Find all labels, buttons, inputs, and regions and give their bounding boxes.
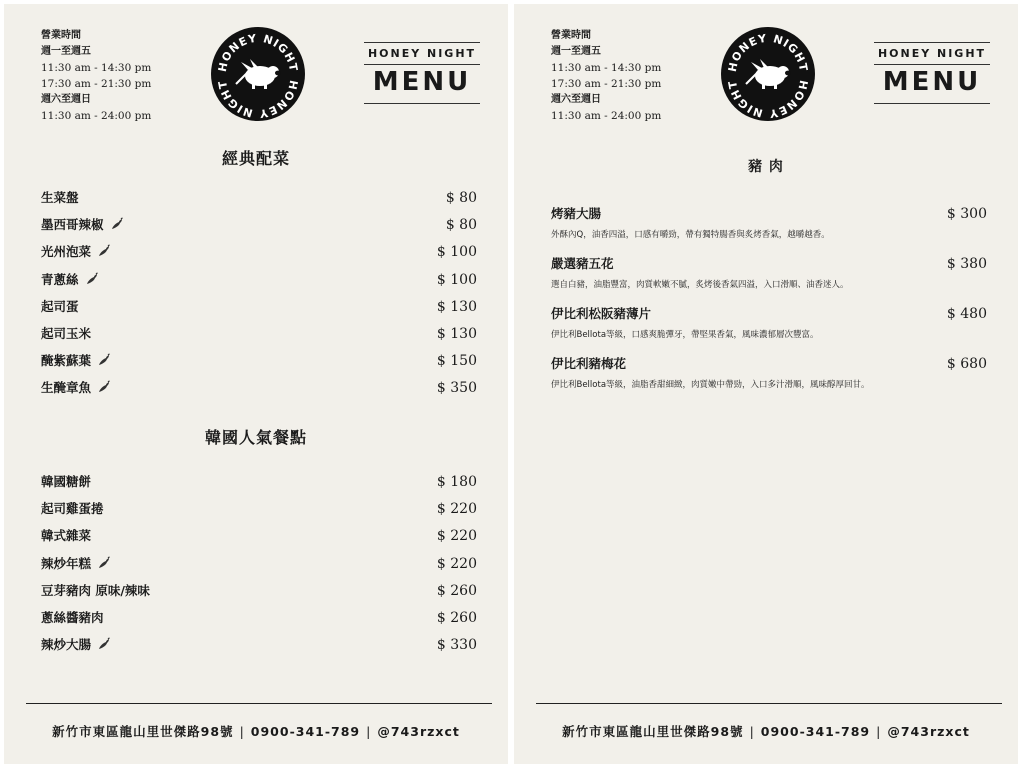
menu-item-price: $ 680 (946, 356, 987, 372)
footer-contact: 新竹市東區龍山里世傑路98號 | 0900-341-789 | @743rzxct (562, 724, 970, 739)
menu-item (41, 608, 477, 628)
chili-pepper-icon (97, 637, 111, 651)
menu-item (551, 354, 987, 390)
menu-item-price: $ 150 (436, 353, 477, 370)
svg-text:HONEY NIGHT: HONEY NIGHT (725, 31, 811, 73)
footer-social: @743rzxct (887, 724, 970, 739)
chili-pepper-icon (97, 556, 111, 570)
brand-name: HONEY NIGHT (877, 47, 987, 60)
business-hours (551, 28, 661, 124)
menu-item-name: 烤豬大腸 (551, 206, 602, 221)
section-title-pork: 豬 肉 (748, 159, 784, 175)
menu-item-price: $ 100 (436, 244, 477, 261)
menu-item-price: $ 80 (445, 217, 477, 234)
menu-item-price: $ 130 (436, 298, 477, 315)
menu-item-description: 伊比利Bellota等級，口感爽脆彈牙，帶堅果香氣，風味濃郁層次豐富。 (551, 330, 819, 340)
footer-phone: 0900-341-789 (760, 724, 871, 739)
hours-weekend-time: 11:30 am - 24:00 pm (551, 110, 662, 122)
menu-item (41, 499, 477, 519)
menu-item-price: $ 220 (436, 501, 477, 518)
footer-address: 新竹市東區龍山里世傑路98號 (52, 724, 234, 739)
menu-item-price: $ 260 (436, 582, 477, 599)
chili-pepper-icon (85, 272, 99, 286)
hours-title: 營業時間 (41, 30, 81, 41)
menu-item-name: 生醃章魚 (41, 378, 111, 398)
menu-item-price: $ 300 (946, 206, 987, 222)
svg-text:HONEY NIGHT: HONEY NIGHT (725, 79, 811, 121)
menu-item-name: 伊比利豬梅花 (551, 356, 627, 371)
hours-weekday-label: 週一至週五 (551, 46, 601, 57)
menu-item-name: 醃紫蘇葉 (41, 351, 111, 371)
menu-item-price: $ 80 (445, 190, 477, 206)
menu-item-name: 青蔥絲 (41, 270, 99, 290)
menu-item (41, 554, 477, 574)
menu-item-price: $ 330 (436, 637, 477, 654)
menu-item-name: 生菜盤 (41, 190, 79, 205)
menu-item (41, 297, 477, 317)
hours-weekend-label: 週六至週日 (551, 94, 601, 105)
section-title-side-dishes: 經典配菜 (221, 149, 290, 168)
brand-block (364, 42, 480, 104)
hours-weekday-lunch: 11:30 am - 14:30 pm (551, 62, 662, 74)
menu-item-name: 起司雞蛋捲 (41, 501, 104, 517)
chili-pepper-icon (97, 380, 111, 394)
menu-item-price: $ 350 (436, 380, 477, 397)
menu-item-description: 外酥內Q，油香四溢，口感有嚼勁，帶有獨特腸香與炙烤香氣，越嚼越香。 (551, 230, 830, 240)
menu-page-left (4, 4, 508, 764)
honey-night-logo (720, 26, 816, 122)
menu-item (41, 242, 477, 262)
hours-weekday-dinner: 17:30 am - 21:30 pm (551, 78, 662, 90)
brand-block (874, 42, 990, 104)
menu-item-name: 起司玉米 (41, 326, 92, 341)
menu-item (41, 351, 477, 371)
footer-contact: 新竹市東區龍山里世傑路98號 | 0900-341-789 | @743rzxct (52, 724, 460, 739)
footer-phone: 0900-341-789 (250, 724, 361, 739)
hours-weekday-label: 週一至週五 (41, 46, 91, 57)
hours-title: 營業時間 (551, 30, 591, 41)
menu-item-description: 選自白豬，油脂豐富，肉質軟嫩不膩，炙烤後香氣四溢，入口滑順、油香迷人。 (551, 280, 849, 290)
menu-title: MENU (882, 67, 982, 97)
hours-weekday-dinner: 17:30 am - 21:30 pm (41, 78, 152, 90)
menu-item-price: $ 180 (436, 474, 477, 490)
menu-item-name: 韓國糖餅 (41, 474, 92, 489)
footer-address: 新竹市東區龍山里世傑路98號 (562, 724, 744, 739)
menu-item (551, 304, 987, 340)
menu-item-price: $ 220 (436, 555, 477, 572)
menu-page-right (514, 4, 1018, 764)
menu-item-price: $ 480 (946, 306, 987, 322)
footer-divider (26, 703, 492, 704)
menu-item-price: $ 100 (436, 271, 477, 288)
section-title-korean-popular: 韓國人氣餐點 (204, 428, 307, 447)
chili-pepper-icon (97, 353, 111, 367)
menu-item-name: 辣炒大腸 (41, 635, 111, 655)
menu-item-name: 韓式雜菜 (41, 528, 92, 544)
menu-item-name: 辣炒年糕 (41, 554, 111, 574)
menu-item-name: 光州泡菜 (41, 242, 111, 262)
menu-item (41, 215, 477, 235)
menu-item-price: $ 380 (946, 256, 987, 272)
menu-item-name: 起司蛋 (41, 298, 79, 314)
chili-pepper-icon (97, 244, 111, 258)
menu-item (41, 526, 477, 546)
footer-divider (536, 703, 1002, 704)
menu-item-price: $ 130 (436, 326, 477, 342)
menu-item-price: $ 220 (436, 528, 477, 545)
menu-item-price: $ 260 (436, 610, 477, 626)
footer-social: @743rzxct (377, 724, 460, 739)
menu-item (41, 324, 477, 344)
hours-weekday-lunch: 11:30 am - 14:30 pm (41, 62, 152, 74)
brand-name: HONEY NIGHT (367, 47, 477, 60)
menu-item (41, 472, 477, 492)
menu-item-name: 豆芽豬肉 原味/辣味 (41, 582, 150, 598)
business-hours (41, 28, 151, 124)
svg-text:HONEY NIGHT: HONEY NIGHT (215, 79, 301, 121)
menu-item (41, 635, 477, 655)
menu-item (41, 270, 477, 290)
menu-item (551, 254, 987, 290)
hours-weekend-label: 週六至週日 (41, 94, 91, 105)
menu-item (41, 378, 477, 398)
svg-text:HONEY NIGHT: HONEY NIGHT (215, 31, 301, 73)
menu-item-description: 伊比利Bellota等級，油脂香甜細緻，肉質嫩中帶勁，入口多汁滑順，風味醇厚回甘。 (551, 380, 870, 390)
menu-item-name: 墨西哥辣椒 (41, 215, 124, 235)
menu-item (41, 188, 477, 208)
menu-item (41, 581, 477, 601)
menu-item (551, 204, 987, 240)
menu-item-name: 蔥絲醬豬肉 (41, 610, 104, 625)
menu-title: MENU (372, 67, 472, 97)
honey-night-logo (210, 26, 306, 122)
chili-pepper-icon (110, 217, 124, 231)
hours-weekend-time: 11:30 am - 24:00 pm (41, 110, 152, 122)
menu-item-name: 嚴選豬五花 (551, 256, 614, 271)
menu-item-name: 伊比利松阪豬薄片 (551, 306, 652, 321)
